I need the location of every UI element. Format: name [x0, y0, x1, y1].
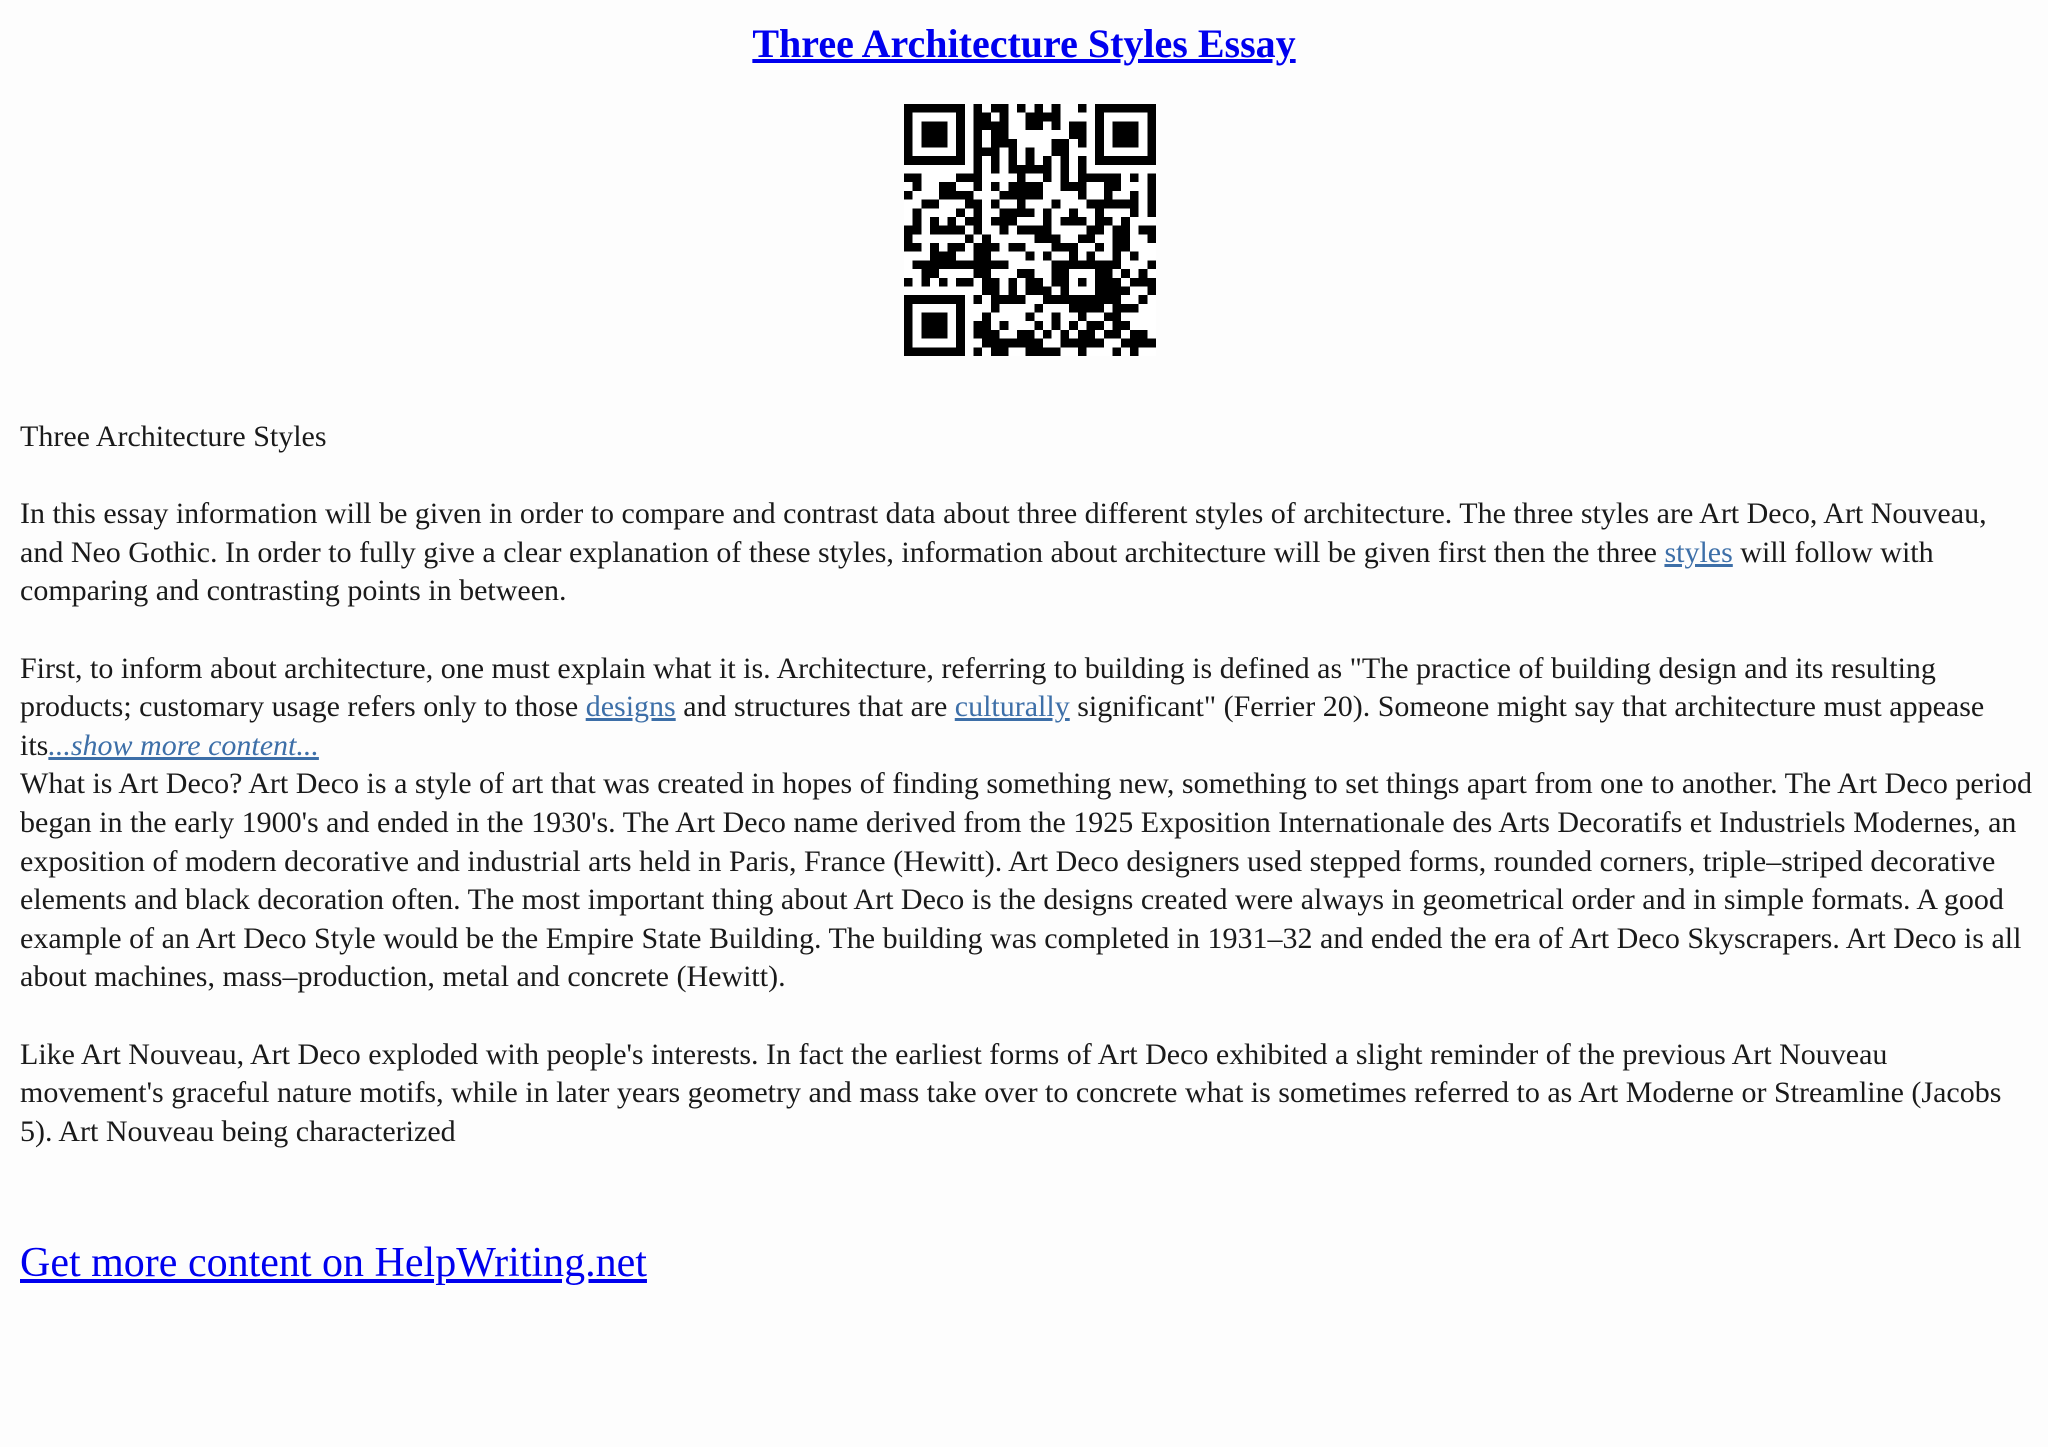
paragraph-art-deco: What is Art Deco? Art Deco is a style of art that was created in hopes of finding something new, something to set things apart from one to another. The Art Deco period began in the early 1900's and ended in the 1930's. The Art Deco name derived from the 1925 Exposition Internationale des Arts Decoratifs et Industriels Modernes, an exposition of modern decorative and industrial arts held in Paris, France (Hewitt). Art Deco designers used stepped forms, rounded corners, triple–striped decorative elements and black decoration often. The most important thing about Art Deco is the designs created were always in geometrical order and in simple formats. A good example of an Art Deco Style would be the Empire State Building. The building was completed in 1931–32 and ended the era of Art Deco Skyscrapers. Art Deco is all about machines, mass–production, metal and concrete (Hewitt).: [20, 767, 2032, 994]
essay-content: [20, 418, 2032, 1151]
qr-code-image: [904, 104, 1156, 356]
title-link[interactable]: Three Architecture Styles Essay: [752, 21, 1296, 66]
paragraph-intro-text-b: will follow with comparing and contrasting points in between.: [20, 535, 1934, 608]
page-title: [0, 18, 2048, 70]
paragraph-intro-text-a: In this essay information will be given in order to compare and contrast data about three different styles of architecture. The three styles are Art Deco, Art Nouveau, and Neo Gothic. In order to fully give a clear explanation of these styles, information about architecture will be given first then the three: [20, 497, 1987, 569]
show-more-content-link[interactable]: ...show more content...: [48, 728, 319, 762]
paragraph-definition-text-c: significant" (Ferrier 20). Someone might say that architecture must appease its: [20, 690, 1985, 762]
paragraph-definition-text-b: and structures that are: [675, 690, 955, 724]
link-culturally[interactable]: culturally: [954, 690, 1070, 724]
link-designs[interactable]: designs: [585, 690, 676, 724]
paragraph-art-nouveau: Like Art Nouveau, Art Deco exploded with people's interests. In fact the earliest forms of Art Deco exhibited a slight reminder of the previous Art Nouveau movement's graceful nature motifs, while in later years geometry and mass take over to concrete what is sometimes referred to as Art Moderne or Streamline (Jacobs 5). Art Nouveau being characterized: [20, 1037, 2002, 1148]
paragraph-definition: [20, 650, 2032, 766]
get-more-content-link[interactable]: Get more content on HelpWriting.net: [20, 1240, 647, 1286]
paragraph-definition-text-a: First, to inform about architecture, one must explain what it is. Architecture, referring to building is defined as "The practice of building design and its resulting products; customary usage refers only to those: [20, 651, 1936, 724]
paragraph-intro: [20, 495, 2032, 611]
link-styles[interactable]: styles: [1664, 535, 1733, 569]
essay-subtitle: Three Architecture Styles: [20, 420, 327, 453]
